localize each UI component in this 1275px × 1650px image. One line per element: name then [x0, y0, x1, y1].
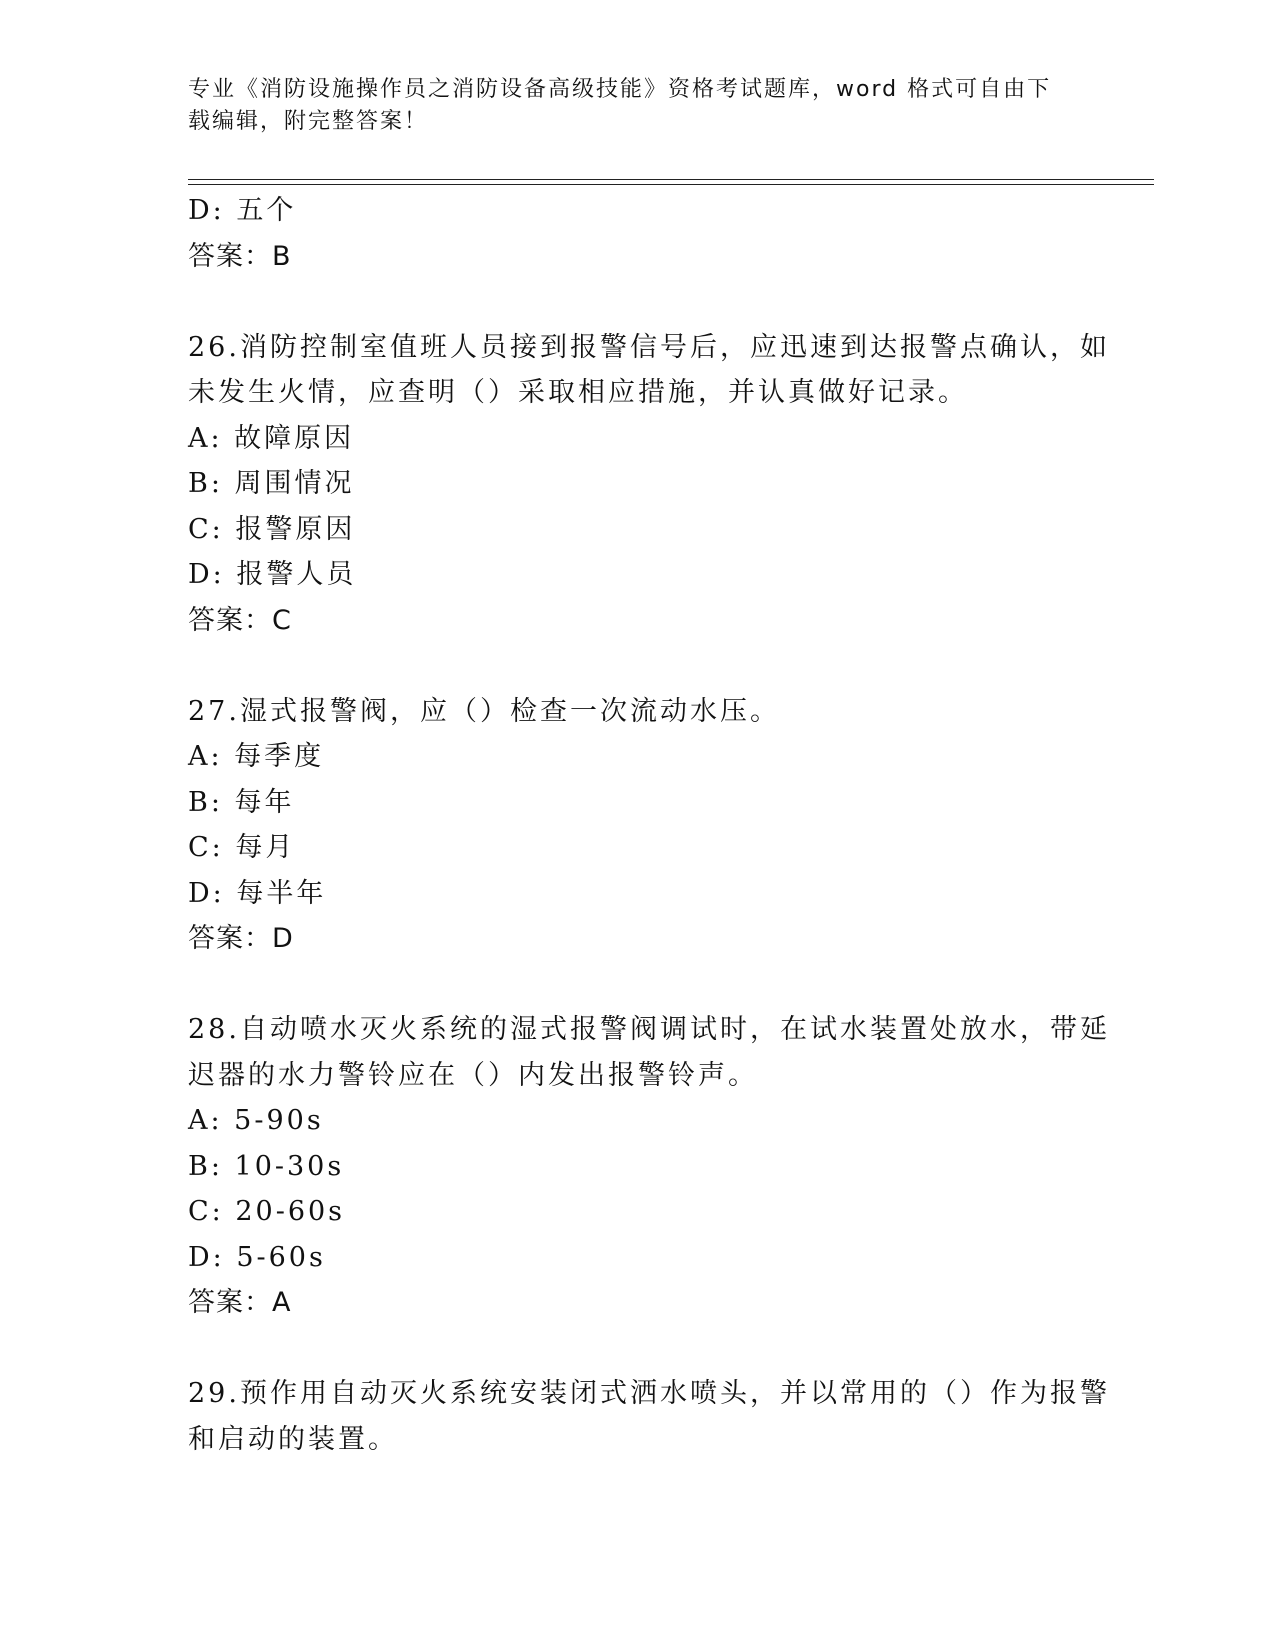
previous-question-option-d: D: 五个: [188, 195, 297, 226]
option-c: C: 每月: [188, 832, 296, 863]
answer: 答案：D: [188, 923, 294, 954]
question-stem: 28.自动喷水灭火系统的湿式报警阀调试时，在试水装置处放水，带延: [188, 1014, 1110, 1045]
question-stem: 27.湿式报警阀，应（）检查一次流动水压。: [188, 695, 780, 727]
option-b: B: 10-30s: [188, 1150, 345, 1182]
option-c: C: 报警原因: [188, 513, 356, 545]
option-a: A: 每季度: [188, 741, 325, 772]
question-26: [188, 325, 1110, 644]
option-c: C: 20-60s: [188, 1196, 346, 1227]
question-content: [188, 188, 1110, 1462]
question-stem-continued: 和启动的装置。: [188, 1423, 398, 1455]
option-b: B: 周围情况: [188, 468, 355, 499]
spacer: [188, 279, 1088, 325]
option-d: D: 5-60s: [188, 1241, 326, 1273]
option-a: A: 故障原因: [188, 422, 355, 454]
answer: 答案：C: [188, 604, 292, 636]
header-divider-bottom: [188, 184, 1154, 185]
spacer: [188, 1326, 1088, 1372]
question-stem-continued: 未发生火情，应查明（）采取相应措施，并认真做好记录。: [188, 377, 968, 408]
answer: 答案：A: [188, 1287, 292, 1318]
question-stem-continued: 迟器的水力警铃应在（）内发出报警铃声。: [188, 1059, 758, 1091]
spacer: [188, 643, 1088, 689]
option-b: B: 每年: [188, 786, 295, 818]
previous-question-answer: 答案：B: [188, 240, 292, 272]
question-stem: 26.消防控制室值班人员接到报警信号后，应迅速到达报警点确认，如: [188, 331, 1110, 363]
question-stem: 29.预作用自动灭火系统安装闭式洒水喷头，并以常用的（）作为报警: [188, 1378, 1110, 1409]
option-d: D: 每半年: [188, 877, 327, 909]
question-28: [188, 1007, 1110, 1326]
spacer: [188, 962, 1088, 1008]
document-header: 专业《消防设施操作员之消防设备高级技能》资格考试题库，word 格式可自由下载编辑，附完整答案！: [188, 77, 1052, 134]
option-a: A: 5-90s: [188, 1105, 324, 1136]
header-divider-top: [188, 179, 1154, 180]
option-d: D: 报警人员: [188, 559, 357, 590]
question-29: [188, 1371, 1110, 1462]
question-27: [188, 689, 1088, 962]
